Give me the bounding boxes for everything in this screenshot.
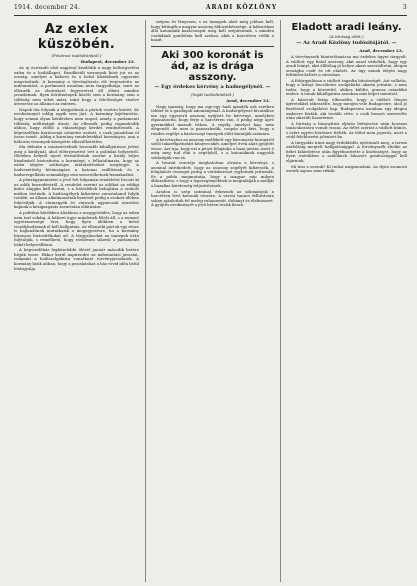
article-subheading: (A bíróság előtt.)	[329, 34, 364, 39]
article-source: (Saját tudósítónktól.)	[191, 91, 234, 97]
article-paragraph: Nagy igazság, hogy ma egy-egy hadi ajándék sok esetben többet ér a gazdagok adományánál. A hadsegélyező hivatalhoz ma egy egyszerű asszony nyújtott be kérvényt, amelyben elpanaszolta, hogy férje a harctéren van, ő pedig négy apró gyermekkel maradt itthon. A segély, amelyet kap, nem elegendő, de nem is panaszkodik, csupán azt kéri, hogy a rendes segélyt a karácsonyi ünnepek előtt kiutalják számára.	[150, 103, 274, 137]
article-paragraph: A tárgyalás iránt nagy érdeklődés nyilvánult meg, a terem zsúfolásig megtelt hallgatósággal. A törvényszék elnöke az ítélet kihirdetése után figyelmeztette a közönséget, hogy az ilyen esetekben a szülőknek fokozott gondossággal kell eljárniuk.	[285, 139, 407, 164]
article-paragraph: Az uj esztendő első napjával kezdődik a nagy költségvetési exlex és a hadiállapot. Rendkívüli viszonyok közé jut ez az ország, amelyet a háború és a belső küzdelmek egyaránt megviselnek. A kormány a törvényhozás elé terjesztette az indemnitást, a parlament azonban nem tárgyalhatja, mert az ellenzék az obstrukció fegyverével áll ellent minden javaslatnak. Ilyen körülmények között sem a kormány, sem a többség nem tehet mást, mint hogy a felelősséget viselve átvezesse az államot az exlexen.	[14, 65, 139, 107]
article-divider	[151, 46, 274, 47]
article-headline-300-korona: Aki 300 koronát is ád, az is drága asszony.	[161, 49, 264, 83]
article-deck: — Az Aradi Közlöny tudósítójától. —	[296, 40, 397, 46]
article-paragraph: Mi lesz a sorsuk? Ki tudná megmondani. Az ilyen szomorú esetek sajnos nem ritkák.	[285, 163, 407, 174]
article-dateline: Budapest, december 23.	[80, 59, 135, 64]
article-continuation: szépen és fényesen, s az ünnepek alatt még jobban kell, hogy kitűnjék a magyar asszony áldozatkészsége. A háborúban álló katonáink karácsonyát meg kell szépítenünk, s minden családnak gondolnia kell azokra, akik a harctéren védik a hazát.	[150, 20, 274, 43]
article-dateline: Arad, december 23.	[226, 97, 270, 103]
column-3	[280, 20, 407, 582]
article-source: (Fővárosi tudósítónktól.)	[51, 53, 102, 58]
article-paragraph: Napok óta folynak a tárgyalások a pártok vezérei között, de eredménnyel eddig egyik sem járt. A kormány kijelentette, hogy semmi olyan kérdésben nem enged, amely a parlamenti többség méltóságát érinti. Az ellenzék pedig ragaszkodik ahhoz, hogy előbb a választójogi kérdés rendeztessék. A képviselőház karácsonyi szünetre oszlott, s csak januárban ül össze ismét. Addig a kormány rendeletekkel kormányoz, ami a háborús viszonyok közepette elkerülhetetlen.	[14, 106, 139, 144]
article-paragraph: Aradon is szép számmal érkeznek az adományok a harctéren levő katonák részére. A városi tanács felhívására sokan ajánlottak fel meleg ruhaneműt, dohányt és élelmiszert. A gyűjtés eredményét a jövő héten teszik közzé.	[150, 188, 274, 208]
column-1	[14, 20, 139, 582]
article-paragraph: A bíróság a bizonyítási eljárás befejezése után hosszas tanácskozásra vonult vissza. Az ítélet szerint a vádlott bűnös, s ezért egyévi börtönre ítélték. Az ítélet nem jogerős, mert a védő felebbezést jelentett be.	[285, 120, 407, 140]
article-paragraph: Ma délután a miniszterelnök hosszabb kihallgatáson jelent meg a királynál, ahol előterjesztést tett a politikai helyzetről. Illetékes helyről nyert értesülésünk szerint a király teljes bizalmáról biztosította a kormányt, s felhatalmazta, hogy az exlex idejére szükséges intézkedéseket megtegye. A hadvezetőség kívánságára a katonai szállítások és a hadseregellátás semmiképp sem szenvedhetnek fennakadást.	[14, 144, 139, 177]
article-paragraph: A politikai körökben általános a meggyőződés, hogy az exlex nem tart sokáig. A háború ügye mindenek fölött áll, s a nemzet egyetemessége érzi, hogy ilyen időkben a belső viszálykodásnak el kell hallgatnia. Az ellenzéki pártok egy része is hajlandónak mutatkozik a megegyezésre, ha a kormány bizonyos biztosítékokat ad. A tárgyalásokat az ünnepek után folytatják, s remélhető, hogy rövidesen sikerül a parlamenti békét helyreállítani.	[14, 209, 139, 247]
columns	[14, 20, 407, 582]
paper-name: ARADI KÖZLÖNY	[205, 4, 278, 11]
article-paragraph: A főtárgyaláson a vádlott tagadta bűnösségét. Azt vallotta, hogy a leányt becsületes szolgálatba akarta juttatni, s nem tudta, hogy a közvetítő, akihez küldte, gonosz szándékú ember. A tanuk kihallgatása azonban más képet mutatott.	[285, 77, 407, 97]
article-paragraph: A kérvényhez az asszony mellékelt egy háromszáz koronáról szóló takarékpénztári könyvecskét, amelyet évek alatt gyűjtött össze. Azt írja, hogy ezt a pénzt felajánlja a haza javára, mert ő még meg tud élni a segélyből, s a katonáknak nagyobb szükségük van rá.	[150, 136, 274, 160]
article-dateline: Arad, december 23.	[359, 48, 403, 53]
article-paragraph: A képviselőház legközelebbi ülését január második hetére hívják össze. Ekkor kerül napirendre az indemnitási javaslat, valamint a hadiszolgálatra vonatkozó törvényjavaslatok. A kormány bízik abban, hogy a javaslatokat a ház rövid időn belül letárgyalja.	[14, 247, 139, 271]
article-paragraph: A károsult leány elbeszélte, hogy a vádlott fényes ígéretekkel rábeszélte, hogy menjen vele Budapestre, ahol jó fizetéssel szolgálatot kap. Budapesten azonban egy idegen emberre bízták, aki tovább vitte, s csak hosszú szenvedés után sikerült hazatérnie.	[285, 96, 407, 121]
article-deck: — Egy érdekes kérvény a hadsegélynél. —	[154, 83, 271, 90]
article-paragraph: A pénzügyminiszter a jövő hét folyamán rendeletet bocsát ki az adók beszedéséről. A rendelet szerint az adókat az eddigi kulcs alapján kell fizetni, s a hátralékok behajtása a szokott módon történik. A hadisegélyek kifizetése zavartalanul folyik tovább, az állami alkalmazottak fizetését pedig a szokott időben folyósítják. A vármegyék és városok ugyancsak utasítást kapnak a közigazgatás zavartalan ellátására.	[14, 177, 139, 210]
page-number: 3	[402, 4, 407, 11]
article-headline-eladott-leany: Eladott aradi leány.	[291, 22, 402, 33]
issue-date: 1914. december 24.	[14, 4, 81, 11]
column-2	[145, 20, 274, 582]
article-paragraph: A hivatal vezetője meghatottan olvasta a kérvényt, s azonnal intézkedett, hogy az asszony segélyét kifizessék, a felajánlott összeget pedig a vöröskereszt egyletnek juttassák. Ez a példa megmutatja, hogy a magyar nép milyen áldozatkész, s hogy a legszegényebbek is megtalálják a módját a hazafias kötelesség teljesítésének.	[150, 160, 274, 189]
article-paragraph: A törvényszék büntetőtanácsa ma érdekes ügyet tárgyalt. A vádlott egy fiatal asszony, akit azzal vádoltak, hogy egy aradi leányt, akit állítólag jó helyre akart szerződtetni, idegen országba csalt és ott eladott. Az ügy annak idején nagy feltűnést keltett a városban.	[285, 54, 407, 78]
article-headline-exlex: Az exlex küszöbén.	[37, 22, 116, 52]
page-masthead	[14, 4, 407, 16]
